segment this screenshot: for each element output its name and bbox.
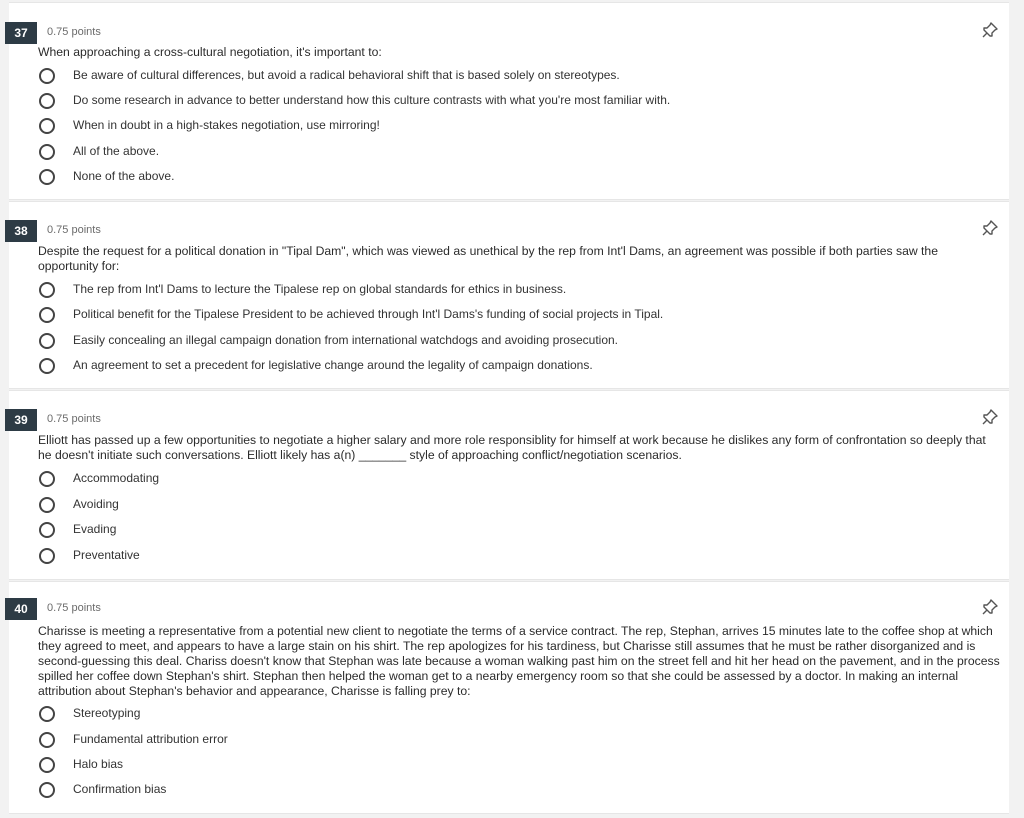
radio-button[interactable]	[39, 732, 55, 748]
radio-button[interactable]	[39, 782, 55, 798]
radio-button[interactable]	[39, 471, 55, 487]
radio-button[interactable]	[39, 497, 55, 513]
answer-option-label: Easily concealing an illegal campaign donation from international watchdogs and avoiding prosecution.	[73, 333, 619, 347]
answer-option[interactable]	[39, 731, 979, 751]
answer-option[interactable]	[39, 117, 979, 137]
answer-option[interactable]	[39, 332, 979, 352]
question-card-40	[9, 581, 1009, 814]
question-points: 0.75 points	[47, 26, 101, 38]
answer-option-label: All of the above.	[73, 144, 160, 158]
answer-option[interactable]	[39, 781, 979, 801]
question-points: 0.75 points	[47, 413, 101, 425]
question-number: 38	[5, 220, 37, 242]
radio-button[interactable]	[39, 333, 55, 349]
question-number: 40	[5, 598, 37, 620]
answer-option-label: When in doubt in a high-stakes negotiation, use mirroring!	[73, 118, 380, 132]
question-card-39	[9, 390, 1009, 580]
answer-option-label: Halo bias	[73, 757, 124, 771]
answer-option[interactable]	[39, 306, 979, 326]
pushpin-icon[interactable]	[981, 21, 999, 39]
radio-button[interactable]	[39, 169, 55, 185]
answer-option[interactable]	[39, 547, 979, 567]
answer-option-label: Be aware of cultural differences, but avoid a radical behavioral shift that is based solely on stereotypes.	[73, 68, 620, 82]
question-card-37	[9, 2, 1009, 200]
answer-option-label: None of the above.	[73, 169, 175, 183]
answer-option[interactable]	[39, 281, 979, 301]
radio-button[interactable]	[39, 706, 55, 722]
answer-option[interactable]	[39, 756, 979, 776]
answer-option-label: Do some research in advance to better understand how this culture contrasts with what you're most familiar with.	[73, 93, 671, 107]
radio-button[interactable]	[39, 548, 55, 564]
answer-option-label: Avoiding	[73, 497, 119, 511]
answer-option-label: Stereotyping	[73, 706, 141, 720]
question-points: 0.75 points	[47, 224, 101, 236]
question-number: 39	[5, 409, 37, 431]
pushpin-icon[interactable]	[981, 408, 999, 426]
radio-button[interactable]	[39, 68, 55, 84]
answer-option-label: The rep from Int'l Dams to lecture the Tipalese rep on global standards for ethics in business.	[73, 282, 567, 296]
pushpin-icon[interactable]	[981, 219, 999, 237]
answer-option-label: An agreement to set a precedent for legislative change around the legality of campaign donations.	[73, 358, 593, 372]
answer-option[interactable]	[39, 168, 979, 188]
answer-option-label: Confirmation bias	[73, 782, 167, 796]
answer-option[interactable]	[39, 521, 979, 541]
answer-option-label: Accommodating	[73, 471, 160, 485]
pushpin-icon[interactable]	[981, 598, 999, 616]
answer-option-label: Fundamental attribution error	[73, 732, 228, 746]
answer-option[interactable]	[39, 357, 979, 377]
question-prompt: Elliott has passed up a few opportunities to negotiate a higher salary and more role responsiblity for himself at work because he dislikes any form of confrontation so deeply that he doesn't initiate such conversations. Elliott likely has a(n) _______ style of approaching conflict/negotiation scenarios.	[38, 433, 986, 462]
answer-option-label: Evading	[73, 522, 117, 536]
question-prompt: Charisse is meeting a representative from a potential new client to negotiate the terms of a service contract. The rep, Stephan, arrives 15 minutes late to the coffee shop at which they agreed to meet, and appears to have a large stain on his shirt. The rep apologizes for his tardiness, but Charisse still assumes that he must be rather disorganized and is second-guessing this deal. Chariss doesn't know that Stephan was late because a woman walking past him on the street fell and hit her head on the pavement, and in the process spilled her coffee down Stephan's shirt. Stephan then helped the woman get to a nearby emergency room so that she could be assessed by a doctor. In making an internal attribution about Stephan's behavior and appearance, Charisse is falling prey to:	[38, 624, 1000, 698]
question-prompt: When approaching a cross-cultural negotiation, it's important to:	[38, 45, 382, 59]
answer-option-label: Preventative	[73, 548, 140, 562]
question-card-38	[9, 201, 1009, 389]
radio-button[interactable]	[39, 282, 55, 298]
answer-option[interactable]	[39, 67, 979, 87]
radio-button[interactable]	[39, 93, 55, 109]
quiz-question-list	[9, 0, 1009, 818]
answer-option[interactable]	[39, 143, 979, 163]
radio-button[interactable]	[39, 358, 55, 374]
question-number: 37	[5, 22, 37, 44]
radio-button[interactable]	[39, 144, 55, 160]
radio-button[interactable]	[39, 307, 55, 323]
radio-button[interactable]	[39, 757, 55, 773]
radio-button[interactable]	[39, 522, 55, 538]
radio-button[interactable]	[39, 118, 55, 134]
answer-option[interactable]	[39, 470, 979, 490]
question-prompt: Despite the request for a political donation in "Tipal Dam", which was viewed as unethical by the rep from Int'l Dams, an agreement was possible if both parties saw the opportunity for:	[38, 244, 938, 273]
question-points: 0.75 points	[47, 602, 101, 614]
answer-option-label: Political benefit for the Tipalese President to be achieved through Int'l Dams's funding of social projects in Tipal.	[73, 307, 664, 321]
answer-option[interactable]	[39, 496, 979, 516]
answer-option[interactable]	[39, 705, 979, 725]
answer-option[interactable]	[39, 92, 979, 112]
